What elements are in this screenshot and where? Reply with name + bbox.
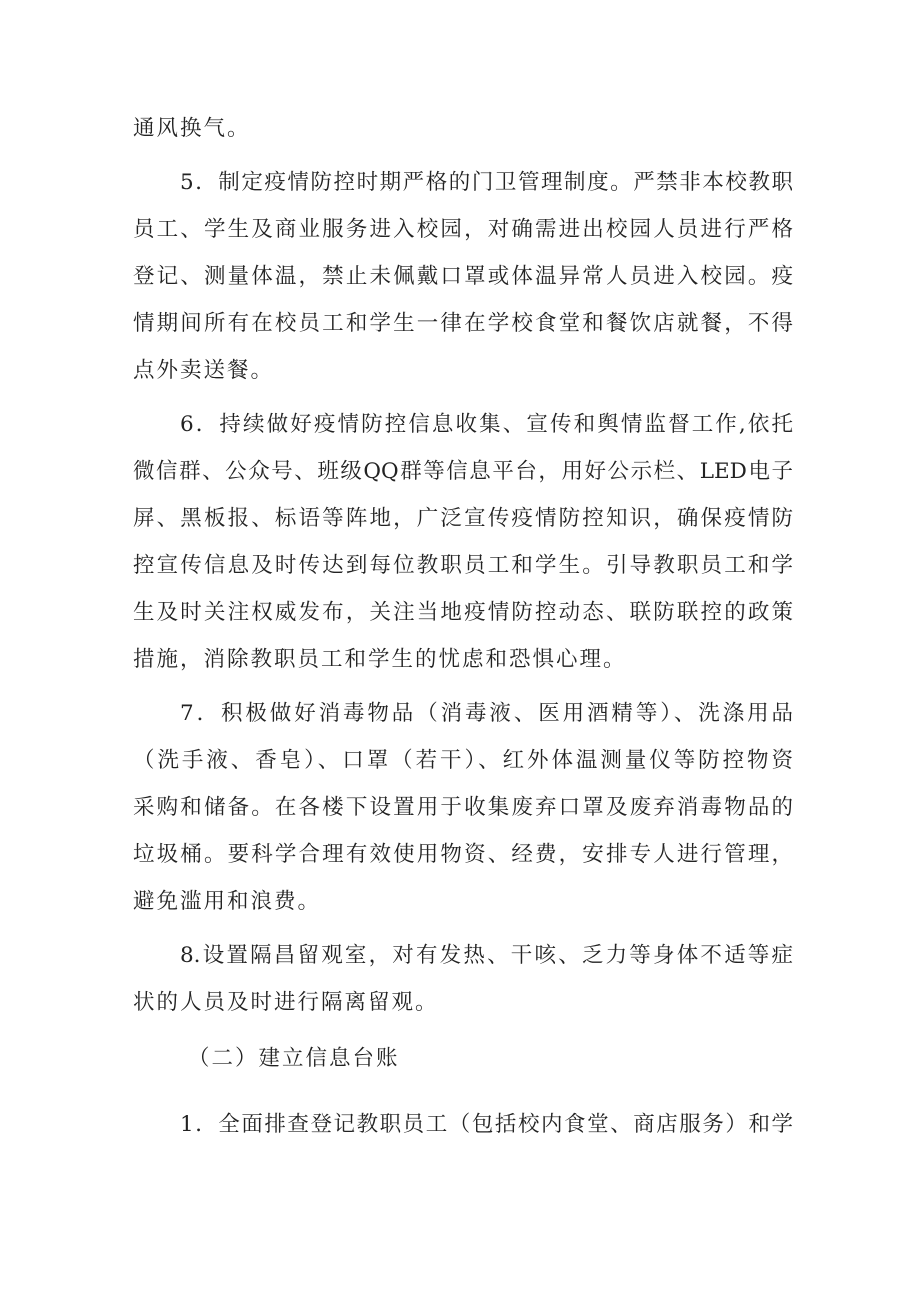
text-line: 情期间所有在校员工和学生一律在学校食堂和餐饮店就餐，不得 [133, 311, 793, 336]
text-line: 通风换气。 [133, 116, 251, 141]
paragraph-8-line-1: 8.设置隔昌留观室，对有发热、干咳、乏力等身体不适等症 [180, 943, 793, 968]
text-line: 登记、测量体温，禁止未佩戴口罩或体温异常人员进入校园。疫 [133, 264, 793, 289]
text-line: 生及时关注权威发布，关注当地疫情防控动态、联防联控的政策 [133, 600, 793, 625]
text-line: 避免滥用和浪费。 [133, 889, 322, 914]
paragraph-7-line-1: 7．积极做好消毒物品（消毒液、医用酒精等）、洗涤用品 [180, 701, 793, 726]
paragraph-6-line-1: 6．持续做好疫情防控信息收集、宣传和舆情监督工作,依托 [180, 412, 793, 437]
text-line: 微信群、公众号、班级QQ群等信息平台，用好公示栏、LED电子 [133, 459, 793, 484]
text-line: 措施，消除教职员工和学生的忧虑和恐惧心理。 [133, 647, 627, 672]
text-line: 采购和储备。在各楼下设置用于收集废弃口罩及废弃消毒物品的 [133, 795, 793, 820]
text-line: 点外卖送餐。 [133, 358, 275, 383]
text-line: 垃圾桶。要科学合理有效使用物资、经费，安排专人进行管理， [133, 842, 793, 867]
text-line: 状的人员及时进行隔离留观。 [133, 990, 439, 1015]
text-line: 控宣传信息及时传达到每位教职员工和学生。引导教职员工和学 [133, 553, 793, 578]
paragraph-5-line-1: 5．制定疫情防控时期严格的门卫管理制度。严禁非本校教职 [180, 170, 793, 195]
text-line: 员工、学生及商业服务进入校园，对确需进出校园人员进行严格 [133, 217, 793, 242]
text-line: （洗手液、香皂）、口罩（若干）、红外体温测量仪等防控物资 [133, 748, 793, 773]
text-line: 屏、黑板报、标语等阵地，广泛宣传疫情防控知识，确保疫情防 [133, 506, 793, 531]
section-heading: （二）建立信息台账 [188, 1046, 400, 1071]
item-1-line-1: 1．全面排查登记教职员工（包括校内食堂、商店服务）和学 [180, 1112, 793, 1137]
